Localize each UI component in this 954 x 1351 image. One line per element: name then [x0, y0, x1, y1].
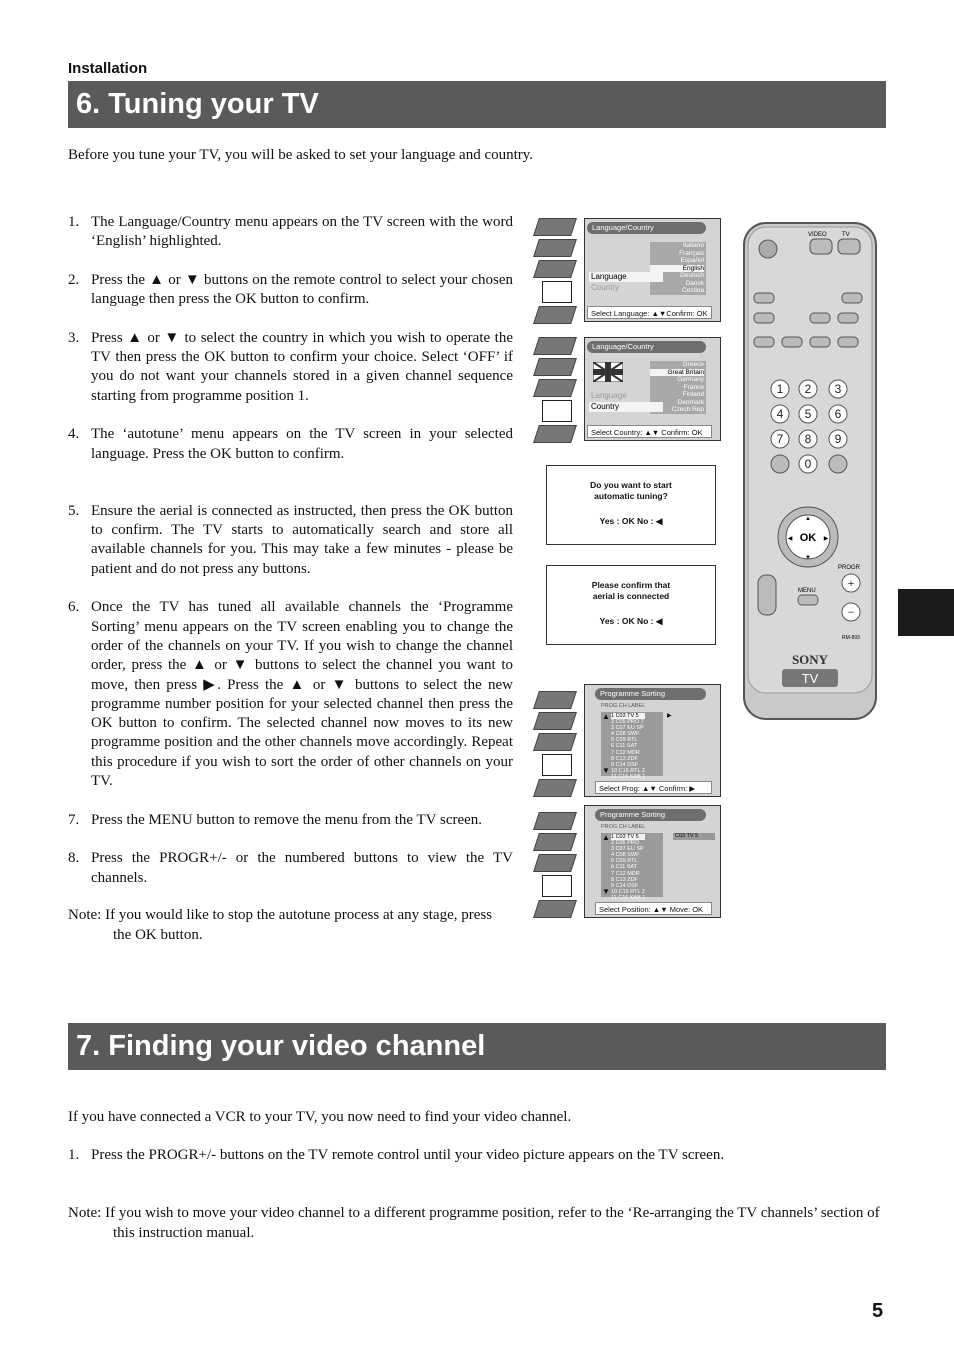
menu-button[interactable] [798, 595, 818, 605]
digit-0: 0 [804, 457, 812, 471]
picture-icon [533, 812, 577, 830]
table-row: 9 C14 DSF [611, 761, 639, 768]
option: France [683, 383, 704, 391]
list-item [68, 271, 513, 310]
table-header: PROG CH LABEL [601, 824, 646, 830]
option: Español [680, 257, 704, 264]
channel-table [611, 834, 645, 901]
preset-icon [533, 779, 577, 797]
step-number: 1. [68, 214, 80, 230]
step-text: Press the MENU button to remove the menu from the TV screen. [91, 811, 483, 828]
table-row: 11 C16 KAB 1 [611, 894, 646, 901]
option: Germany [677, 376, 704, 383]
osd-footer: Select Prog: ▲▼ Confirm: ▶ [595, 781, 712, 794]
step-text: Ensure the aerial is connected as instructed, then press the OK button to confirm. The TV starts to automatically search and store all available channels for you. This may take a few minutes - please be patient and do not press any buttons. [91, 502, 513, 577]
picture-icon [533, 337, 577, 355]
tuning-steps [68, 213, 513, 907]
osd-footer: Select Country: ▲▼ Confirm: OK [587, 425, 712, 438]
osd-footer: Select Position: ▲▼ Move: OK [595, 902, 712, 915]
sound-icon [533, 239, 577, 257]
progr-label: PROGR [838, 565, 861, 571]
step-text: The Language/Country menu appears on the TV screen with the word ‘English’ highlighted. [91, 214, 513, 250]
scroll-up-icon: ▲ [602, 712, 610, 721]
menu-icons [536, 218, 576, 327]
osd-footer: Select Language: ▲▼Confirm: OK [587, 306, 712, 319]
video-button[interactable] [810, 239, 832, 254]
sound-icon [533, 712, 577, 730]
option: Greece [682, 361, 704, 368]
digit-9: 9 [834, 432, 842, 446]
list-item [68, 213, 513, 252]
table-row: 1 C03 TV 5 [611, 834, 645, 840]
preset-icon [533, 306, 577, 324]
features-icon [533, 260, 577, 278]
remote-control [742, 221, 878, 721]
setup-icon [542, 281, 572, 303]
step-number: 6. [68, 599, 80, 616]
arrow-right-icon: ▶ [667, 713, 672, 719]
option: Denmark [677, 398, 704, 406]
country-label: Country [589, 402, 663, 412]
digit-8: 8 [804, 432, 812, 446]
section-7-intro: If you have connected a VCR to your TV, you now need to find your video channel. [68, 1109, 572, 1125]
digit-2: 2 [804, 382, 812, 396]
chapter-tab [898, 589, 954, 636]
step-number: 7. [68, 811, 80, 828]
step-text: Press ▲ or ▼ to select the country in which you wish to operate the TV then press the OK button to confirm your choice. Select ‘OFF’ if you do not want your channels stored in a given channel sequence starting from programme position 1. [91, 329, 513, 404]
svg-text:−: − [847, 605, 855, 619]
section-7-title: 7. Finding your video channel [68, 1023, 886, 1070]
menu-icons [536, 812, 576, 921]
tv-button[interactable] [838, 239, 860, 254]
table-row: 9 C14 DSF [611, 882, 639, 889]
step-text: The ‘autotune’ menu appears on the TV screen in your selected language. Press the OK button to confirm. [91, 426, 513, 462]
step-number: 4. [68, 426, 80, 443]
svg-text:◀: ◀ [787, 536, 793, 542]
menu-label: MENU [798, 588, 816, 594]
dialog-answers: Yes : OK No : ◀ [599, 516, 663, 526]
dialog-text: aerial is connected [592, 591, 670, 601]
features-icon [533, 379, 577, 397]
section-label: Installation [68, 60, 148, 77]
table-row: 11 C16 KAB 1 [611, 773, 646, 780]
digit-6: 6 [834, 407, 842, 421]
table-row: 2 C05 PRO [611, 840, 640, 847]
tv-badge: TV [801, 671, 819, 686]
option: Finland [682, 391, 704, 398]
ok-label: OK [799, 532, 817, 544]
tv-label: TV [842, 232, 850, 238]
digit-3: 3 [834, 382, 842, 396]
sound-icon [533, 833, 577, 851]
table-row: 4 C08 SWF [611, 852, 640, 859]
dialog-answers: Yes : OK No : ◀ [599, 616, 663, 626]
option: Dansk [685, 279, 704, 287]
section-7-note: Note: If you wish to move your video channel to a different programme position, refer to the ‘Re-arranging the TV channels’ section of this instruction manual. [68, 1205, 880, 1241]
digit-5: 5 [804, 407, 812, 421]
picture-icon [533, 218, 577, 236]
table-row: 8 C13 ZDF [611, 755, 638, 762]
table-row: 3 C07 EU SP [611, 846, 644, 853]
table-row: 6 C11 SAT [611, 864, 638, 871]
preset-icon [533, 425, 577, 443]
table-row: 2 C05 PRO 7 [611, 719, 644, 726]
features-icon [533, 733, 577, 751]
volume-button[interactable] [758, 575, 776, 615]
osd-title: Programme Sorting [595, 809, 706, 821]
svg-text:▼: ▼ [805, 555, 811, 561]
page-number: 5 [872, 1300, 884, 1322]
flag-icon [593, 362, 623, 382]
dialog-text: Please confirm that [591, 580, 671, 590]
osd-programme-sorting [584, 684, 721, 797]
digit-4: 4 [776, 407, 784, 421]
step-text: Press the PROGR+/- or the numbered buttons to view the TV channels. [91, 850, 513, 886]
section-6-intro: Before you tune your TV, you will be asked to set your language and country. [68, 147, 534, 163]
step-number: 1. [68, 1147, 80, 1163]
step-number: 3. [68, 329, 80, 346]
svg-text:▶: ▶ [823, 536, 829, 542]
osd-title: Programme Sorting [595, 688, 706, 700]
video-label: VIDEO [808, 232, 827, 238]
mute-icon [759, 240, 777, 258]
table-row: 5 C09 RTL [611, 858, 638, 865]
list-item [68, 811, 513, 830]
language-label: Language [589, 272, 663, 282]
step-number: 2. [68, 271, 80, 288]
features-icon [533, 854, 577, 872]
step-text: Press the ▲ or ▼ buttons on the remote control to select your chosen language then press the OK button to confirm. [91, 271, 513, 308]
list-item [68, 849, 513, 888]
step-number: 8. [68, 850, 80, 867]
list-item [68, 329, 513, 406]
option-selected: Great Britain [650, 369, 704, 377]
moving-channel: C03 TV 5 [673, 833, 715, 840]
osd-title: Language/Country [587, 341, 706, 353]
dialog-text: Do you want to start [590, 480, 672, 490]
table-row: 7 C12 MDR [611, 870, 640, 877]
osd-country-menu [584, 337, 721, 441]
table-row: 7 C12 MDR [611, 749, 640, 756]
option: Cestina [681, 287, 704, 294]
picture-icon [533, 691, 577, 709]
table-row: 8 C13 ZDF [611, 876, 638, 883]
dialog-text: automatic tuning? [594, 491, 668, 501]
osd-programme-sorting-move [584, 805, 721, 918]
osd-title: Language/Country [587, 222, 706, 234]
section-7-step [68, 1146, 886, 1166]
table-header: PROG CH LABEL [601, 703, 646, 709]
country-label: Country [591, 283, 620, 292]
list-item [68, 598, 513, 791]
svg-text:+: + [847, 576, 855, 590]
option: Deutsch [680, 272, 704, 279]
table-row: 6 C11 SAT [611, 743, 638, 750]
table-row: 1 C03 TV 5 [611, 713, 645, 719]
svg-text:▲: ▲ [805, 516, 811, 522]
scroll-down-icon: ▼ [602, 766, 610, 775]
section-6-title: 6. Tuning your TV [68, 81, 886, 128]
step-text: Press the PROGR+/- buttons on the TV remote control until your video picture appears on the TV screen. [91, 1147, 725, 1163]
section-6-note: Note: If you would like to stop the autotune process at any stage, press the OK button. [68, 907, 493, 943]
preset-icon [533, 900, 577, 918]
scroll-down-icon: ▼ [602, 887, 610, 896]
channel-table [611, 713, 645, 780]
list-item [68, 425, 513, 464]
digit-7: 7 [776, 432, 784, 446]
setup-icon [542, 754, 572, 776]
sound-icon [533, 358, 577, 376]
table-row: 4 C08 SWF [611, 731, 640, 738]
digit-1: 1 [776, 382, 784, 396]
aerial-dialog [546, 565, 716, 645]
scroll-up-icon: ▲ [602, 833, 610, 842]
model-code: RM-893 [842, 635, 860, 641]
list-item [68, 502, 513, 579]
option: Czech Rep [671, 406, 704, 413]
menu-icons [536, 691, 576, 800]
table-row: 5 C09 RTL [611, 737, 638, 744]
option: Italiano [683, 242, 704, 249]
autotune-dialog [546, 465, 716, 545]
sony-logo: SONY [791, 652, 829, 667]
setup-icon [542, 400, 572, 422]
step-number: 5. [68, 502, 80, 519]
language-label: Language [591, 391, 627, 400]
table-row: 10 C15 RTL 2 [611, 888, 645, 895]
osd-language-menu [584, 218, 721, 322]
option-selected: English [650, 265, 704, 273]
table-row: 10 C15 RTL 2 [611, 767, 645, 774]
table-row: 3 C07 EU SP [611, 725, 644, 732]
step-text: Once the TV has tuned all available channels the ‘Programme Sorting’ menu appears on the TV screen enabling you to change the order of the channels on your TV. If you wish to change the channel order, press the ▲ or ▼ buttons to select the channel you want to move, then press ▶. Press the ▲ or ▼ buttons to select the new programme number position for your selected channel then press the OK button to confirm. The selected channel now moves to its new programme position and the other channels move accordingly. Repeat this procedure if you wish to sort the order of other channels on your TV. [91, 599, 513, 790]
setup-icon [542, 875, 572, 897]
menu-icons [536, 337, 576, 446]
option: Français [679, 249, 704, 257]
